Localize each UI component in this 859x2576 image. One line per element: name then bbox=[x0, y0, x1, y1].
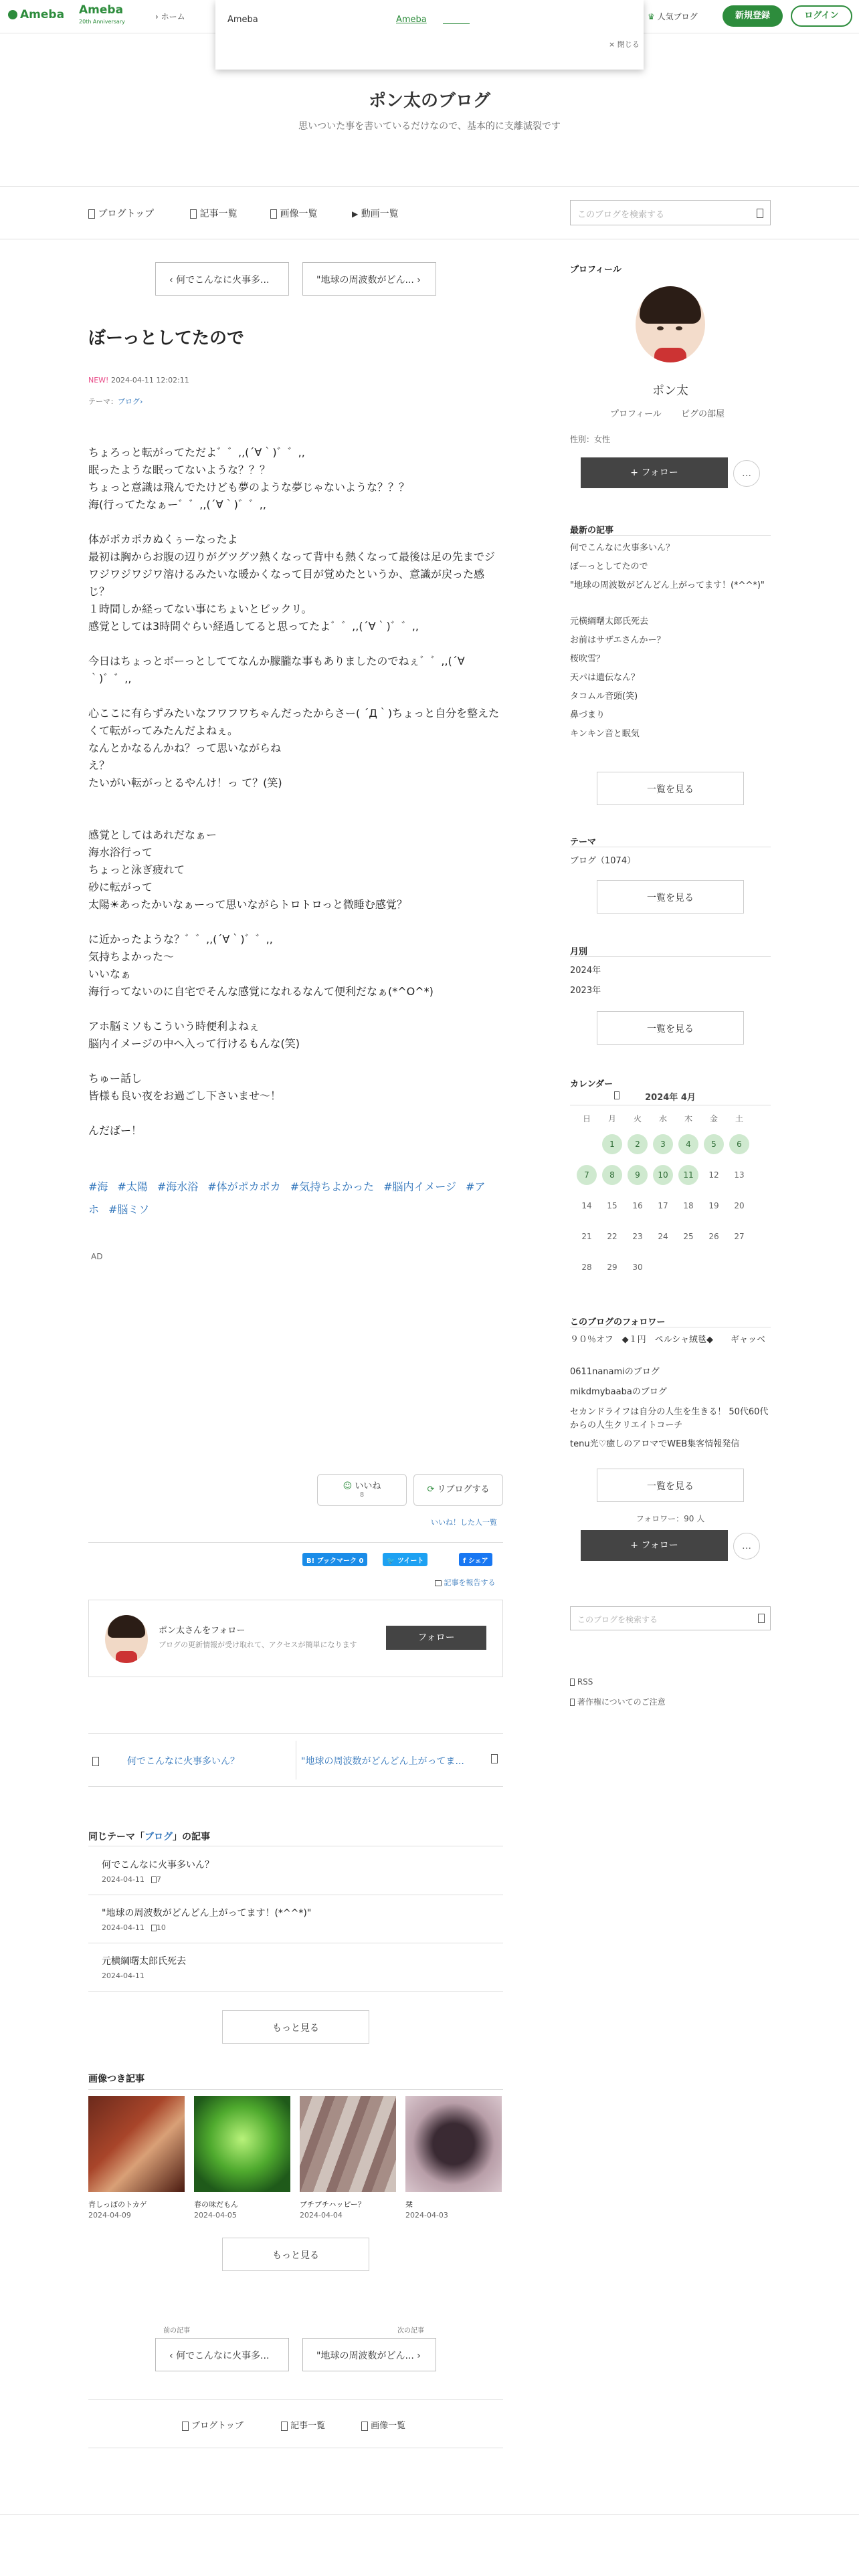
calendar-day: 17 bbox=[658, 1201, 668, 1210]
list-icon bbox=[190, 209, 197, 219]
liked-list-link[interactable]: いいね！した人一覧 bbox=[431, 1518, 497, 1527]
thumb-date: 2024-04-04 bbox=[300, 2211, 343, 2220]
profile-follow-button[interactable] bbox=[581, 457, 728, 488]
crown-icon: ♛ bbox=[648, 12, 655, 21]
entry-paragraph: 感覚としては3時間ぐらい経過してると思ってたよ゛゛,,(´∀｀)゛゛,, bbox=[88, 620, 419, 633]
fb-share-label: シェア bbox=[468, 1558, 488, 1565]
follow-card bbox=[88, 1600, 503, 1677]
nav-video-list-label: 動画一覧 bbox=[361, 209, 399, 219]
calendar-weekday: 土 bbox=[735, 1114, 743, 1123]
entry-paragraph: アホ脳ミソもこういう時便利よねぇ bbox=[88, 1020, 260, 1033]
hashtag-link[interactable]: #脳ミソ bbox=[108, 1203, 150, 1216]
entry-paragraph: 海行ってないのに自宅でそんな感覚になれるなんて便利だなぁ(*^O^*) bbox=[88, 985, 434, 998]
hashtag-link[interactable]: #気持ちよかった bbox=[290, 1180, 375, 1193]
document-icon bbox=[182, 2422, 189, 2431]
divider bbox=[570, 956, 771, 957]
entry-paragraph: ちょっと泳ぎ疲れて bbox=[88, 863, 185, 876]
thumb-date: 2024-04-09 bbox=[88, 2211, 131, 2220]
entry-date bbox=[88, 376, 189, 385]
entry-paragraph: 心ここに有らずみたいなフワフワちゃんだったからさー( ´Д｀)ちょっと自分を整えたくて転がってみたんだよねぇ。 bbox=[88, 707, 500, 737]
calendar-day: 24 bbox=[658, 1232, 668, 1241]
popup-close-button[interactable]: × 閉じる bbox=[609, 40, 640, 49]
comment-icon bbox=[151, 1925, 157, 1931]
footer-prev-entry-label: 何でこんなに火事多... bbox=[176, 2351, 270, 2361]
calendar-day: 21 bbox=[581, 1232, 592, 1241]
prev-entry-label: 何でこんなに火事多... bbox=[176, 275, 270, 286]
report-label: 記事を報告する bbox=[444, 1578, 496, 1587]
month-item[interactable]: 2024年 bbox=[570, 966, 601, 976]
related-title bbox=[88, 1830, 210, 1843]
recent-article-link[interactable]: 何でこんなに火事多いん？ bbox=[570, 543, 675, 553]
related-item-comments: 7 bbox=[156, 1875, 161, 1884]
recent-article-link[interactable]: お前はサザエさんかー？ bbox=[570, 635, 666, 645]
chevron-right-icon: › bbox=[417, 2351, 421, 2361]
chevron-right-icon bbox=[491, 1754, 498, 1763]
entry-paragraph bbox=[88, 1000, 503, 1018]
entry-paragraph: いいなぁ bbox=[88, 968, 132, 980]
facebook-icon: f bbox=[463, 1558, 466, 1565]
home-link[interactable]: › ホーム bbox=[155, 12, 185, 21]
chevron-left-icon: ‹ bbox=[169, 2351, 173, 2361]
image-icon bbox=[361, 2422, 368, 2431]
calendar-day: 13 bbox=[734, 1170, 745, 1180]
calendar-weekday: 月 bbox=[607, 1114, 616, 1123]
calendar-day: 27 bbox=[734, 1232, 745, 1241]
thumb-image-2[interactable] bbox=[194, 2096, 290, 2192]
popular-blog-link[interactable] bbox=[648, 11, 698, 22]
calendar-weekday: 水 bbox=[658, 1114, 667, 1123]
popup-text: Ameba bbox=[227, 15, 258, 25]
nav-article-list[interactable] bbox=[190, 207, 237, 220]
recent-more-button[interactable]: 一覧を見る bbox=[597, 772, 744, 805]
next-entry-caption: 次の記事 bbox=[397, 2327, 424, 2335]
avatar-shirt bbox=[654, 348, 686, 362]
hashtags bbox=[88, 1176, 503, 1221]
comment-icon bbox=[151, 1876, 157, 1883]
recent-article-link[interactable]: キンキン音と眠気 bbox=[570, 729, 640, 739]
calendar-day[interactable]: 1 bbox=[602, 1134, 622, 1154]
hashtag-link[interactable]: #太陽 bbox=[117, 1180, 148, 1193]
avatar bbox=[105, 1615, 148, 1663]
footer-image-list-link[interactable] bbox=[361, 2418, 405, 2431]
calendar-day: 12 bbox=[708, 1170, 719, 1180]
followers-title: このブログのフォロワー bbox=[570, 1317, 666, 1327]
blog-description: 思いついた事を書いているだけなので、基本的に支離滅裂です bbox=[298, 121, 561, 132]
avatar-eye-right bbox=[676, 326, 682, 330]
calendar-day: 26 bbox=[708, 1232, 719, 1241]
prev-entry-button[interactable] bbox=[155, 262, 289, 296]
related-title-suffix: 」の記事 bbox=[173, 1832, 210, 1842]
image-articles-more-button[interactable]: もっと見る bbox=[222, 2238, 369, 2271]
entry-body bbox=[88, 444, 503, 1140]
calendar-day: 29 bbox=[607, 1263, 617, 1272]
entry-paragraph: 海水浴行って bbox=[88, 846, 153, 859]
page-footer-divider bbox=[0, 2514, 859, 2515]
entry-paragraph bbox=[88, 635, 503, 653]
report-link[interactable] bbox=[435, 1577, 496, 1588]
chevron-left-icon: ‹ bbox=[169, 275, 173, 286]
related-item-date-text: 2024-04-11 bbox=[102, 1971, 145, 1980]
related-item-title: 元横綱曙太郎氏死去 bbox=[102, 1956, 186, 1967]
reblog-label: リブログする bbox=[437, 1485, 490, 1495]
register-button[interactable]: 新規登録 bbox=[723, 5, 783, 27]
calendar-day[interactable]: 8 bbox=[602, 1165, 622, 1185]
entry-paragraph: んだばー！ bbox=[88, 1124, 142, 1137]
new-badge: NEW! bbox=[88, 376, 109, 385]
calendar-day[interactable]: 6 bbox=[729, 1134, 749, 1154]
related-item-date-text: 2024-04-11 bbox=[102, 1875, 145, 1884]
profile-link[interactable]: プロフィール bbox=[610, 409, 662, 419]
blog-nav bbox=[0, 186, 859, 239]
recent-article-link[interactable]: 桜吹雪？ bbox=[570, 654, 605, 664]
calendar-day[interactable]: 2 bbox=[628, 1134, 648, 1154]
footer-blog-top-label: ブログトップ bbox=[191, 2421, 244, 2431]
recent-article-link[interactable]: 天パは遺伝なん？ bbox=[570, 673, 640, 683]
follower-link[interactable]: ９０％オフ ◆１円 ペルシャ絨毯◆ ギャッベ bbox=[570, 1335, 766, 1345]
calendar-day: 20 bbox=[734, 1201, 745, 1210]
facebook-share-button[interactable] bbox=[459, 1553, 492, 1566]
profile-title: プロフィール bbox=[570, 265, 622, 275]
video-icon: ▶ bbox=[352, 209, 359, 219]
calendar-day: 16 bbox=[632, 1201, 643, 1210]
entry-theme-link[interactable]: ブログ bbox=[118, 397, 140, 406]
related-item[interactable] bbox=[88, 1847, 503, 1895]
theme-item[interactable]: ブログ（1074） bbox=[570, 856, 636, 866]
follow-card-button[interactable]: フォロー bbox=[386, 1626, 486, 1650]
calendar-day: 19 bbox=[708, 1201, 719, 1210]
blog-search-input[interactable] bbox=[570, 200, 771, 225]
entry-paragraph: 気持ちよかった〜 bbox=[88, 950, 175, 963]
related-item-title: "地球の周波数がどんどん上がってます！(*^^*)" bbox=[102, 1908, 312, 1919]
related-item-date-text: 2024-04-11 bbox=[102, 1923, 145, 1932]
entry-paragraph bbox=[88, 809, 503, 827]
calendar-day[interactable]: 5 bbox=[704, 1134, 724, 1154]
entry-paragraph: 最初は胸からお腹の辺りがグツグツ熱くなって背中も熱くなって最後は足の先までジワジワジワジワ溶けるみたいな暖かくなって目が覚めたというか、意識が戻った感じ？ bbox=[88, 550, 495, 598]
plus-icon: + bbox=[630, 1540, 638, 1551]
thumb-title[interactable]: 春の味だもん bbox=[194, 2200, 238, 2209]
month-item[interactable]: 2023年 bbox=[570, 986, 601, 996]
rss-icon bbox=[570, 1679, 575, 1686]
copyright-icon bbox=[570, 1699, 575, 1706]
rss-label: RSS bbox=[577, 1677, 593, 1687]
related-item-comments: 10 bbox=[156, 1923, 166, 1932]
blog-title[interactable]: ポン太のブログ bbox=[368, 91, 490, 111]
profile-name[interactable]: ポン太 bbox=[652, 384, 688, 398]
chevron-right-icon: › bbox=[140, 397, 143, 406]
follower-count: フォロワー：90 人 bbox=[636, 1514, 705, 1523]
calendar-title: カレンダー bbox=[570, 1079, 613, 1089]
thumb-image-3[interactable] bbox=[300, 2096, 396, 2192]
entry-paragraph: え？ bbox=[88, 759, 110, 772]
entry-paragraph: 海(行ってたなぁー゛゛,,(´∀｀)゛゛,, bbox=[88, 498, 267, 511]
tweet-label: ツイート bbox=[397, 1558, 424, 1565]
entry-paragraph: １時間しか経ってない事にちょいとビックリ。 bbox=[88, 603, 312, 615]
entry-paragraph bbox=[88, 1053, 503, 1070]
calendar-weekday: 木 bbox=[684, 1114, 692, 1123]
follower-link[interactable]: セカンドライフは自分の人生を生きる！ 50代60代からの人生クリエイトコーチ bbox=[570, 1407, 769, 1430]
thumb-title[interactable]: プチプチハッピー？ bbox=[300, 2200, 365, 2209]
related-title-prefix: 同じテーマ「 bbox=[88, 1832, 145, 1842]
pigg-room-link[interactable]: ピグの部屋 bbox=[681, 409, 725, 419]
hashtag-link[interactable]: #脳内イメージ bbox=[383, 1180, 457, 1193]
hashtag-link[interactable]: #海 bbox=[88, 1180, 108, 1193]
image-articles-title: 画像つき記事 bbox=[88, 2074, 145, 2084]
entry-title: ぼーっとしてたので bbox=[88, 328, 244, 348]
thumb-title[interactable]: 栞 bbox=[405, 2200, 413, 2209]
popular-blog-label: 人気ブログ bbox=[657, 12, 698, 21]
footer-article-list-link[interactable] bbox=[281, 2418, 325, 2431]
bottom-next-label: "地球の周波数がどんどん上がってま... bbox=[301, 1756, 464, 1767]
ad-label: AD bbox=[91, 1252, 103, 1261]
calendar-day[interactable]: 7 bbox=[577, 1165, 597, 1185]
calendar-month: 2024年 4月 bbox=[645, 1093, 696, 1103]
entry-paragraph bbox=[88, 792, 503, 809]
calendar-day[interactable]: 10 bbox=[653, 1165, 673, 1185]
ameba-20th-logo-text: Ameba bbox=[79, 3, 124, 17]
nav-blog-top-label: ブログトップ bbox=[98, 209, 155, 219]
hashtag-link[interactable]: #アホ bbox=[88, 1180, 486, 1216]
follower-link[interactable]: 0611nanamiのブログ bbox=[570, 1367, 660, 1377]
profile-gender: 性別：女性 bbox=[570, 435, 611, 444]
follower-link[interactable]: tenu光♡癒しのアロマでWEB集客情報発信 bbox=[570, 1439, 740, 1449]
ameba-20th-logo-sub: 20th Anniversary bbox=[79, 19, 125, 25]
copyright-link[interactable] bbox=[570, 1696, 666, 1707]
thumb-title[interactable]: 青しっぽのトカゲ bbox=[88, 2200, 147, 2209]
entry-paragraph: ちゅー話し bbox=[88, 1072, 142, 1085]
avatar-hair bbox=[640, 286, 701, 324]
calendar-day: 15 bbox=[607, 1201, 617, 1210]
chevron-left-icon bbox=[92, 1757, 99, 1766]
calendar-day: 18 bbox=[683, 1201, 694, 1210]
nav-article-list-label: 記事一覧 bbox=[199, 209, 237, 219]
entry-theme bbox=[88, 396, 142, 407]
entry-paragraph: なんとかなるんかね？って思いながらね bbox=[88, 742, 282, 754]
entry-theme-prefix: テーマ： bbox=[88, 397, 118, 406]
calendar-day: 23 bbox=[632, 1232, 643, 1241]
ameba-logo-icon bbox=[8, 10, 17, 19]
ameba-logo[interactable] bbox=[8, 8, 64, 21]
rss-link[interactable] bbox=[570, 1677, 593, 1687]
popup-link-underline bbox=[443, 16, 470, 24]
sidebar-more-button[interactable]: … bbox=[733, 1533, 760, 1560]
entry-date-text: 2024-04-11 12:02:11 bbox=[110, 376, 189, 385]
entry-paragraph: ちょろっと転がってただよ゛゛,,(´∀｀)゛゛,, bbox=[88, 446, 305, 459]
recent-title: 最新の記事 bbox=[570, 526, 614, 536]
nav-image-list-label: 画像一覧 bbox=[280, 209, 318, 219]
hatena-bookmark-button[interactable] bbox=[302, 1553, 367, 1566]
notification-popup bbox=[215, 0, 644, 70]
related-item-title: 何でこんなに火事多いん？ bbox=[102, 1860, 214, 1870]
nav-video-list[interactable] bbox=[352, 207, 399, 220]
monthly-title: 月別 bbox=[570, 947, 588, 957]
search-icon bbox=[757, 209, 763, 218]
related-item[interactable] bbox=[88, 1943, 503, 1992]
related-item-date bbox=[102, 1875, 161, 1884]
document-icon bbox=[88, 209, 95, 219]
entry-paragraph: 今日はちょっとボーっとしててなんか朦朧な事もありましたのでねぇ゛゛,,(´∀｀)゛゛,, bbox=[88, 655, 465, 685]
profile-avatar[interactable] bbox=[636, 286, 705, 362]
avatar-shirt bbox=[116, 1651, 137, 1663]
chevron-right-icon: › bbox=[417, 275, 421, 286]
follow-card-title: ポン太さんをフォロー bbox=[159, 1626, 246, 1636]
entry-paragraph: ちょっと意識は飛んでたけども夢のような夢じゃないような？？？ bbox=[88, 481, 410, 494]
thumb-date: 2024-04-05 bbox=[194, 2211, 237, 2220]
profile-more-button[interactable]: … bbox=[733, 460, 760, 487]
next-entry-button[interactable] bbox=[302, 262, 436, 296]
nav-blog-top[interactable] bbox=[88, 207, 154, 220]
bottom-pager bbox=[88, 1733, 503, 1787]
copyright-label: 著作権についてのご注意 bbox=[577, 1697, 666, 1707]
footer-next-entry-label: "地球の周波数がどん... bbox=[316, 2351, 414, 2361]
recent-article-link[interactable]: タコムル音頭(笑) bbox=[570, 691, 638, 702]
recent-article-link[interactable]: 元横綱曙太郎氏死去 bbox=[570, 617, 649, 627]
twitter-icon: 🐦 bbox=[387, 1558, 395, 1565]
popup-link[interactable]: Ameba bbox=[396, 15, 427, 25]
smile-icon: ☺ いいね bbox=[343, 1481, 381, 1491]
calendar-weekday: 火 bbox=[633, 1114, 642, 1123]
follower-link[interactable]: mikdmybaabaのブログ bbox=[570, 1387, 667, 1397]
thumb-image-4[interactable] bbox=[405, 2096, 502, 2192]
entry-paragraph bbox=[88, 687, 503, 705]
blog-search-placeholder: このブログを検索する bbox=[577, 210, 665, 220]
sidebar-follow-label: フォロー bbox=[641, 1540, 678, 1551]
entry-paragraph: 脳内イメージの中へ入って行けるもんな(笑) bbox=[88, 1037, 300, 1050]
sidebar-search-input[interactable] bbox=[570, 1606, 771, 1630]
plus-icon: + bbox=[630, 467, 638, 478]
footer-next-entry-button[interactable] bbox=[302, 2338, 436, 2371]
hashtag-link[interactable]: #体がポカポカ bbox=[207, 1180, 281, 1193]
like-count: 8 bbox=[359, 1491, 365, 1499]
related-more-button[interactable]: もっと見る bbox=[222, 2010, 369, 2044]
login-button[interactable]: ログイン bbox=[791, 5, 852, 27]
next-entry-label: "地球の周波数がどん... bbox=[316, 275, 414, 286]
entry-paragraph: 眠ったような眠ってないような？？？ bbox=[88, 463, 271, 476]
hatena-count: 0 bbox=[359, 1558, 364, 1565]
sidebar-search-placeholder: このブログを検索する bbox=[577, 1615, 658, 1624]
calendar-day[interactable]: 9 bbox=[628, 1165, 648, 1185]
bottom-prev-label: 何でこんなに火事多いん？ bbox=[127, 1756, 240, 1767]
reblog-button[interactable] bbox=[413, 1474, 503, 1506]
recent-article-link[interactable]: 鼻づまり bbox=[570, 710, 605, 720]
entry-paragraph: 感覚としてはあれだなぁー bbox=[88, 829, 217, 841]
calendar-day: 25 bbox=[683, 1232, 694, 1241]
list-icon bbox=[281, 2422, 288, 2431]
entry-paragraph: 太陽☀あったかいなぁーって思いながらトロトロっと微睡む感覚？ bbox=[88, 898, 407, 911]
prev-entry-caption: 前の記事 bbox=[163, 2327, 190, 2335]
calendar-day[interactable]: 4 bbox=[678, 1134, 698, 1154]
divider bbox=[88, 2089, 503, 2090]
hashtag-link[interactable]: #海水浴 bbox=[157, 1180, 199, 1193]
tweet-button[interactable] bbox=[383, 1553, 427, 1566]
profile-follow-label: フォロー bbox=[641, 467, 678, 478]
sidebar-follow-button[interactable] bbox=[581, 1530, 728, 1561]
nav-image-list[interactable] bbox=[270, 207, 317, 220]
related-theme-link[interactable]: ブログ bbox=[145, 1832, 173, 1842]
footer-prev-entry-button[interactable] bbox=[155, 2338, 289, 2371]
recent-article-link[interactable]: ぼーっとしてたので bbox=[570, 562, 648, 572]
entry-paragraph bbox=[88, 914, 503, 931]
bottom-next-link[interactable] bbox=[301, 1754, 502, 1767]
divider bbox=[570, 535, 771, 536]
bottom-prev-link[interactable] bbox=[92, 1754, 286, 1767]
entry-paragraph bbox=[88, 1105, 503, 1122]
avatar-eye-left bbox=[657, 326, 664, 330]
like-button[interactable] bbox=[317, 1474, 407, 1506]
hatena-label: B! ブックマーク bbox=[306, 1558, 357, 1565]
followers-more-button[interactable]: 一覧を見る bbox=[597, 1469, 744, 1502]
divider bbox=[88, 2399, 503, 2400]
recent-article-link[interactable]: "地球の周波数がどんどん上がってます！(*^^*)" bbox=[570, 580, 765, 591]
calendar-day: 22 bbox=[607, 1232, 617, 1241]
related-item[interactable] bbox=[88, 1895, 503, 1943]
reblog-icon: ⟳ bbox=[427, 1485, 435, 1495]
related-item-date bbox=[102, 1971, 145, 1980]
calendar-weekday: 金 bbox=[709, 1114, 718, 1123]
image-icon bbox=[270, 209, 277, 219]
footer-blog-top-link[interactable] bbox=[182, 2418, 244, 2431]
thumb-date: 2024-04-03 bbox=[405, 2211, 448, 2220]
avatar-hair bbox=[108, 1615, 145, 1638]
search-icon bbox=[758, 1614, 765, 1623]
related-item-date bbox=[102, 1923, 166, 1932]
ameba-logo-text: Ameba bbox=[20, 8, 65, 21]
theme-more-button[interactable]: 一覧を見る bbox=[597, 880, 744, 914]
calendar-day[interactable]: 3 bbox=[653, 1134, 673, 1154]
footer-image-list-label: 画像一覧 bbox=[371, 2421, 406, 2431]
follow-card-text: ブログの更新情報が受け取れて、アクセスが簡単になります bbox=[159, 1640, 357, 1649]
report-icon bbox=[435, 1580, 442, 1586]
thumb-image-1[interactable] bbox=[88, 2096, 185, 2192]
entry-paragraph: たいがい転がっとるやんけ！っ て？(笑) bbox=[88, 776, 282, 789]
entry-paragraph: 体がポカポカぬくぅーなったよ bbox=[88, 533, 238, 546]
entry-paragraph: 砂に転がって bbox=[88, 881, 153, 893]
calendar-day[interactable]: 11 bbox=[678, 1165, 698, 1185]
divider bbox=[88, 1542, 503, 1543]
entry-paragraph: 皆様も良い夜をお過ごし下さいませ〜！ bbox=[88, 1089, 282, 1102]
theme-title: テーマ bbox=[570, 837, 597, 847]
calendar-day: 28 bbox=[581, 1263, 592, 1272]
entry-paragraph: に近かったような？゛゛,,(´∀｀)゛゛,, bbox=[88, 933, 273, 946]
entry-paragraph bbox=[88, 514, 503, 531]
ameba-20th-logo[interactable] bbox=[79, 4, 125, 28]
calendar-day: 14 bbox=[581, 1201, 592, 1210]
like-label: いいね bbox=[355, 1481, 381, 1491]
calendar-day: 30 bbox=[632, 1263, 643, 1272]
footer-article-list-label: 記事一覧 bbox=[290, 2421, 326, 2431]
calendar-weekday: 日 bbox=[582, 1114, 591, 1123]
monthly-more-button[interactable]: 一覧を見る bbox=[597, 1011, 744, 1045]
